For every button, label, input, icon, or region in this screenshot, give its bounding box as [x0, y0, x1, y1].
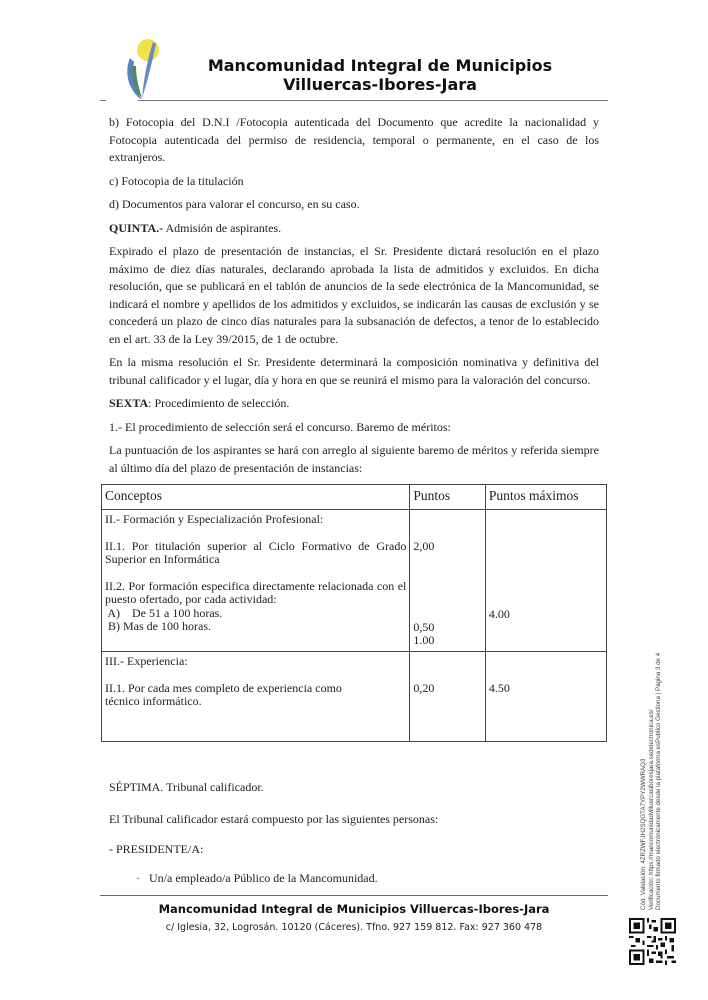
header-dash: [100, 100, 106, 101]
header-puntos-maximos: Puntos máximos: [485, 485, 606, 510]
concept-item: II.1. Por cada mes completo de experiencia como técnico informático.: [105, 680, 342, 708]
header-rule: [138, 100, 608, 101]
presidente-label: - PRESIDENTE/A:: [109, 842, 204, 856]
baremo-table: [101, 484, 607, 742]
sexta-heading: [109, 395, 599, 413]
points-value: 0,20: [413, 681, 435, 695]
section-title: II.- Formación y Especialización Profesional:: [105, 512, 324, 526]
quinta-label: QUINTA.-: [109, 220, 164, 235]
table-header-row: [102, 485, 607, 510]
item-b: b) Fotocopia del D.N.I /Fotocopia autenticada del Documento que acredite la nacionalidad y Fotocopia autenticada del permiso de residencia, temporal o permanente, en el caso de los extranjeros.: [109, 115, 599, 164]
item-d: d) Documentos para valorar el concurso, en su caso.: [109, 197, 360, 211]
section-title: III.- Experiencia:: [105, 654, 188, 668]
max-points-cell: [485, 652, 606, 742]
sexta-label: SEXTA: [109, 396, 149, 410]
max-points-value: 4.00: [488, 607, 510, 621]
sexta-paragraph-1: 1.- El procedimiento de selección será el concurso. Baremo de méritos:: [109, 419, 451, 434]
conceptos-cell: [102, 510, 410, 652]
footer-rule: [100, 895, 608, 896]
letterhead-title: [160, 56, 600, 94]
sexta-paragraph-2: La puntuación de los aspirantes se hará con arreglo al siguiente baremo de méritos y referida siempre al último día del plazo de presentación de instancias:: [109, 443, 599, 475]
max-points-value: 4.50: [488, 681, 510, 695]
footer-address: c/ Iglesia, 32, Logrosán. 10120 (Cáceres). Tfno. 927 159 812. Fax: 927 360 478: [165, 922, 543, 933]
footer-title: Mancomunidad Integral de Municipios Villuercas-Ibores-Jara: [158, 902, 550, 916]
list-item: [136, 871, 378, 886]
header-conceptos: Conceptos: [102, 485, 410, 510]
puntos-cell: [410, 510, 486, 652]
table-row: [102, 510, 607, 652]
header-puntos: Puntos: [410, 485, 486, 510]
signature-note: Documento firmado electrónicamente desde la plataforma esPublico Gestiona | Página 3 de 4: [655, 652, 662, 910]
concept-subitem: A) De 51 a 100 horas.: [105, 605, 223, 620]
quinta-paragraph-2: En la misma resolución el Sr. Presidente determinará la composición nominativa y definitiva del tribunal calificador y el lugar, día y hora en que se reunirá el mismo para la valoración del concurso.: [109, 355, 599, 387]
conceptos-cell: [102, 652, 410, 742]
mancomunidad-logo-icon: [120, 36, 162, 102]
points-value: 1.00: [413, 633, 435, 647]
qr-code-icon[interactable]: [629, 918, 676, 965]
points-value: 0,50: [413, 619, 435, 634]
list-item-text: Un/a empleado/a Público de la Mancomunidad.: [149, 871, 378, 885]
validation-code: Cód. Validación: 4ZRZWFJH2SQGTA7YPY2WWRAQ3: [640, 758, 647, 910]
concept-subitem: B) Mas de 100 horas.: [105, 619, 211, 633]
tribunal-intro: El Tribunal calificador estará compuesto por las siguientes personas:: [109, 812, 439, 826]
bullet-icon: ·: [136, 871, 140, 885]
septima-heading: SÉPTIMA. Tribunal calificador.: [109, 780, 264, 794]
max-points-cell: [485, 510, 606, 652]
item-c: c) Fotocopia de la titulación: [109, 173, 244, 188]
points-value: 2,00: [413, 539, 435, 553]
quinta-heading: [109, 220, 599, 238]
letterhead-title-line1: Mancomunidad Integral de Municipios: [207, 56, 553, 75]
concept-item: II.1. Por titulación superior al Ciclo Formativo de Grado Superior en Informática: [105, 538, 407, 566]
table-row: [102, 652, 607, 742]
verification-url[interactable]: Verificación: https://mancomunidadvilluercasiboresjara.sedelectronica.es/: [647, 709, 655, 910]
quinta-title: Admisión de aspirantes.: [163, 220, 282, 235]
document-body: [109, 114, 599, 483]
validation-side-text: [640, 653, 663, 910]
sexta-title: : Procedimiento de selección.: [148, 396, 290, 410]
quinta-paragraph-1: Expirado el plazo de presentación de instancias, el Sr. Presidente dictará resolución en el plazo máximo de diez días naturales, declarando aprobada la lista de admitidos y excluidos. En dicha resolución, que se publicará en el tablón de anuncios de la sede electrónica de la Mancomunidad, se indicará el nombre y apellidos de los admitidos y excluidos, se indicarán las causas de exclusión y se concederá un plazo de cinco días naturales para la subsanación de defectos, a tenor de lo establecido en el art. 33 de la Ley 39/2015, de 1 de octubre.: [109, 244, 599, 346]
puntos-cell: [410, 652, 486, 742]
concept-item: II.2. Por formación especifica directamente relacionada con el puesto ofertado, por cada actividad:: [105, 578, 407, 606]
letterhead-title-line2: Villuercas-Ibores-Jara: [283, 75, 477, 94]
letterhead: [100, 34, 608, 102]
